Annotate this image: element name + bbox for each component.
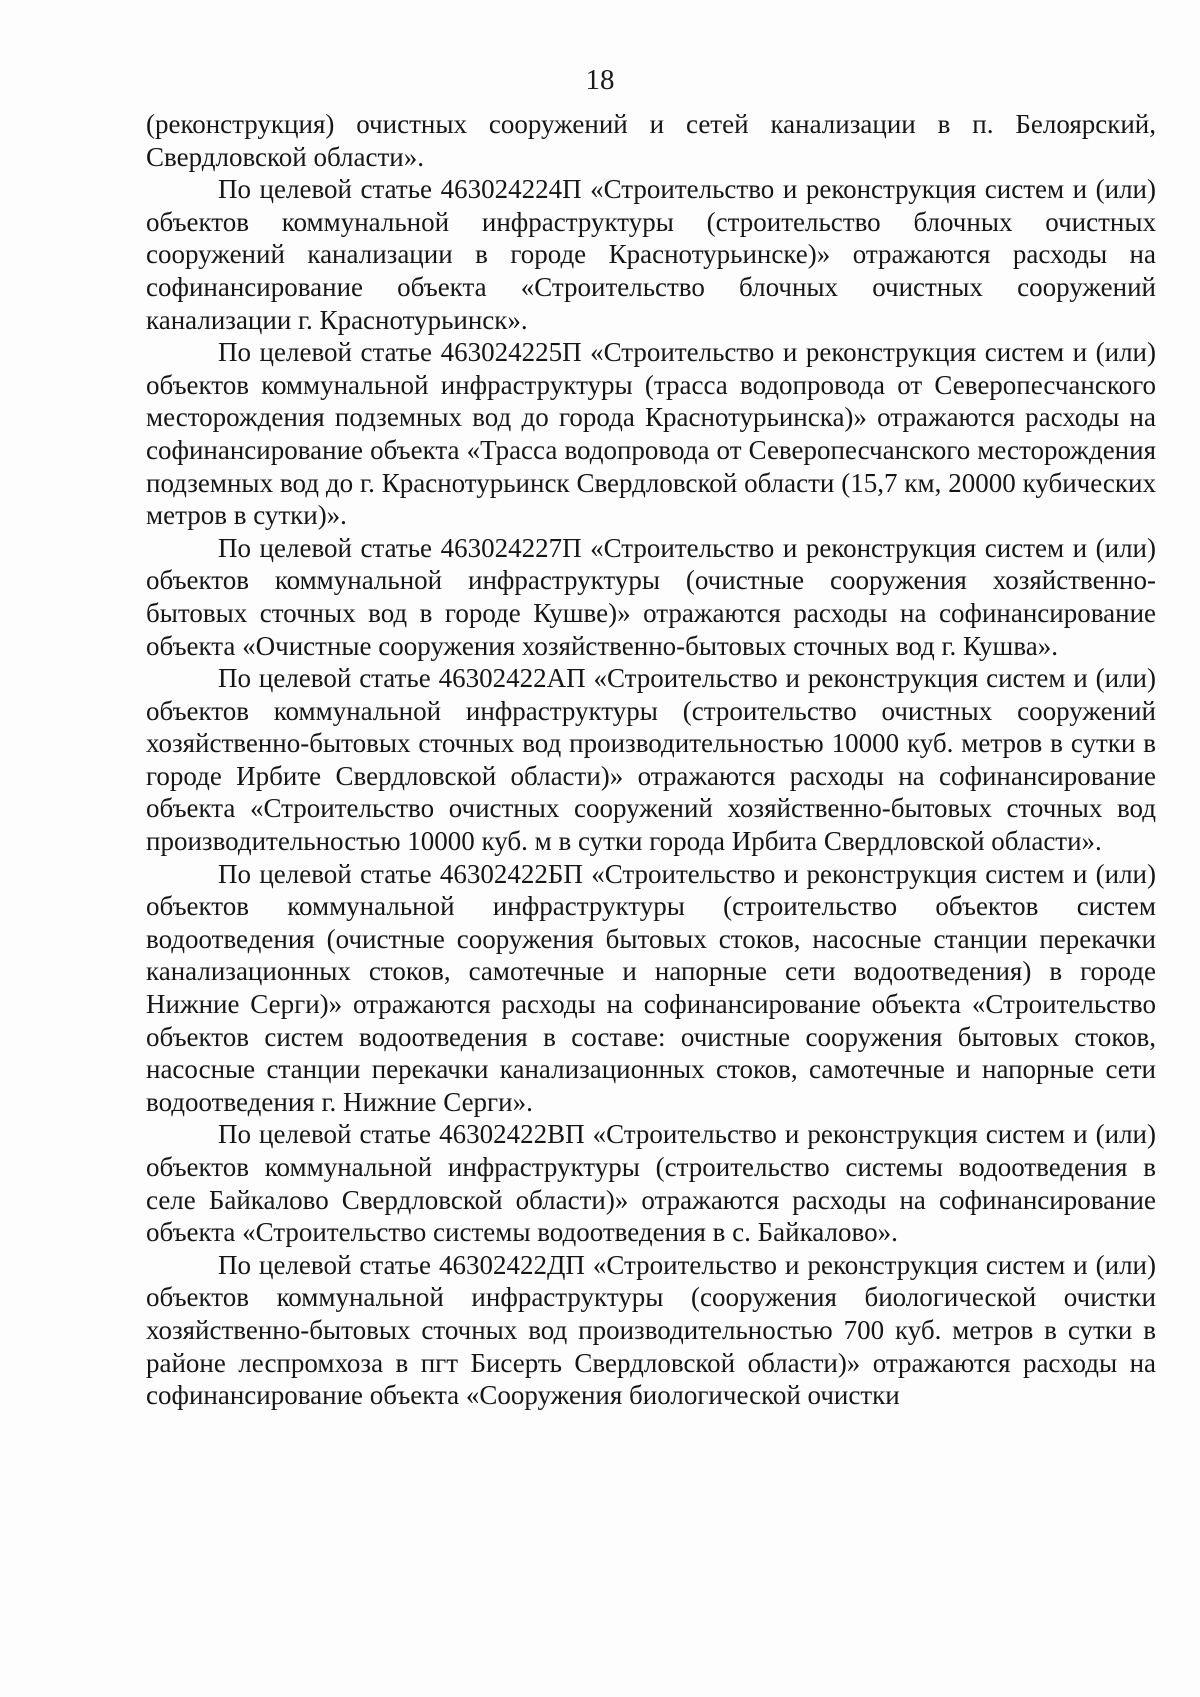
paragraph: По целевой статье 463024227П «Строительство и реконструкция систем и (или) объектов коммунальной инфраструктуры (очистные сооружения хозяйственно-бытовых сточных вод в городе Кушве)» отражаются расходы на софинансирование объекта «Очистные сооружения хозяйственно-бытовых сточных вод г. Кушва». — [146, 532, 1156, 661]
paragraph: По целевой статье 46302422АП «Строительство и реконструкция систем и (или) объектов коммунальной инфраструктуры (строительство очистных сооружений хозяйственно-бытовых сточных вод производительностью 10000 куб. метров в сутки в городе Ирбите Свердловской области)» отражаются расходы на софинансирование объекта «Строительство очистных сооружений хозяйственно-бытовых сточных вод производительностью 10000 куб. м в сутки города Ирбита Свердловской области». — [146, 663, 1156, 857]
paragraph: По целевой статье 46302422ДП «Строительство и реконструкция систем и (или) объектов коммунальной инфраструктуры (сооружения биологической очистки хозяйственно-бытовых сточных вод производительностью 700 куб. метров в сутки в районе леспромхоза в пгт Бисерть Свердловской области)» отражаются расходы на софинансирование объекта «Сооружения биологической очистки — [146, 1249, 1156, 1411]
paragraph: По целевой статье 463024224П «Строительство и реконструкция систем и (или) объектов коммунальной инфраструктуры (строительство блочных очистных сооружений канализации в городе Краснотурьинске)» отражаются расходы на софинансирование объекта «Строительство блочных очистных сооружений канализации г. Краснотурьинск». — [146, 174, 1156, 335]
paragraph: По целевой статье 46302422БП «Строительство и реконструкция систем и (или) объектов коммунальной инфраструктуры (строительство объектов систем водоотведения (очистные сооружения бытовых стоков, насосные станции перекачки канализационных стоков, самотечные и напорные сети водоотведения) в городе Нижние Серги)» отражаются расходы на софинансирование объекта «Строительство объектов систем водоотведения в составе: очистные сооружения бытовых стоков, насосные станции перекачки канализационных стоков, самотечные и напорные сети водоотведения г. Нижние Серги». — [146, 858, 1156, 1117]
paragraph: (реконструкция) очистных сооружений и сетей канализации в п. Белоярский, Свердловской области». — [146, 109, 1156, 172]
document-body — [146, 108, 1156, 1412]
paragraph: По целевой статье 463024225П «Строительство и реконструкция систем и (или) объектов коммунальной инфраструктуры (трасса водопровода от Северопесчанского месторождения подземных вод до города Краснотурьинска)» отражаются расходы на софинансирование объекта «Трасса водопровода от Северопесчанского месторождения подземных вод до г. Краснотурьинск Свердловской области (15,7 км, 20000 кубических метров в сутки)». — [146, 337, 1156, 531]
paragraph: По целевой статье 46302422ВП «Строительство и реконструкция систем и (или) объектов коммунальной инфраструктуры (строительство системы водоотведения в селе Байкалово Свердловской области)» отражаются расходы на софинансирование объекта «Строительство системы водоотведения в с. Байкалово». — [146, 1119, 1156, 1248]
page-number: 18 — [585, 64, 615, 96]
